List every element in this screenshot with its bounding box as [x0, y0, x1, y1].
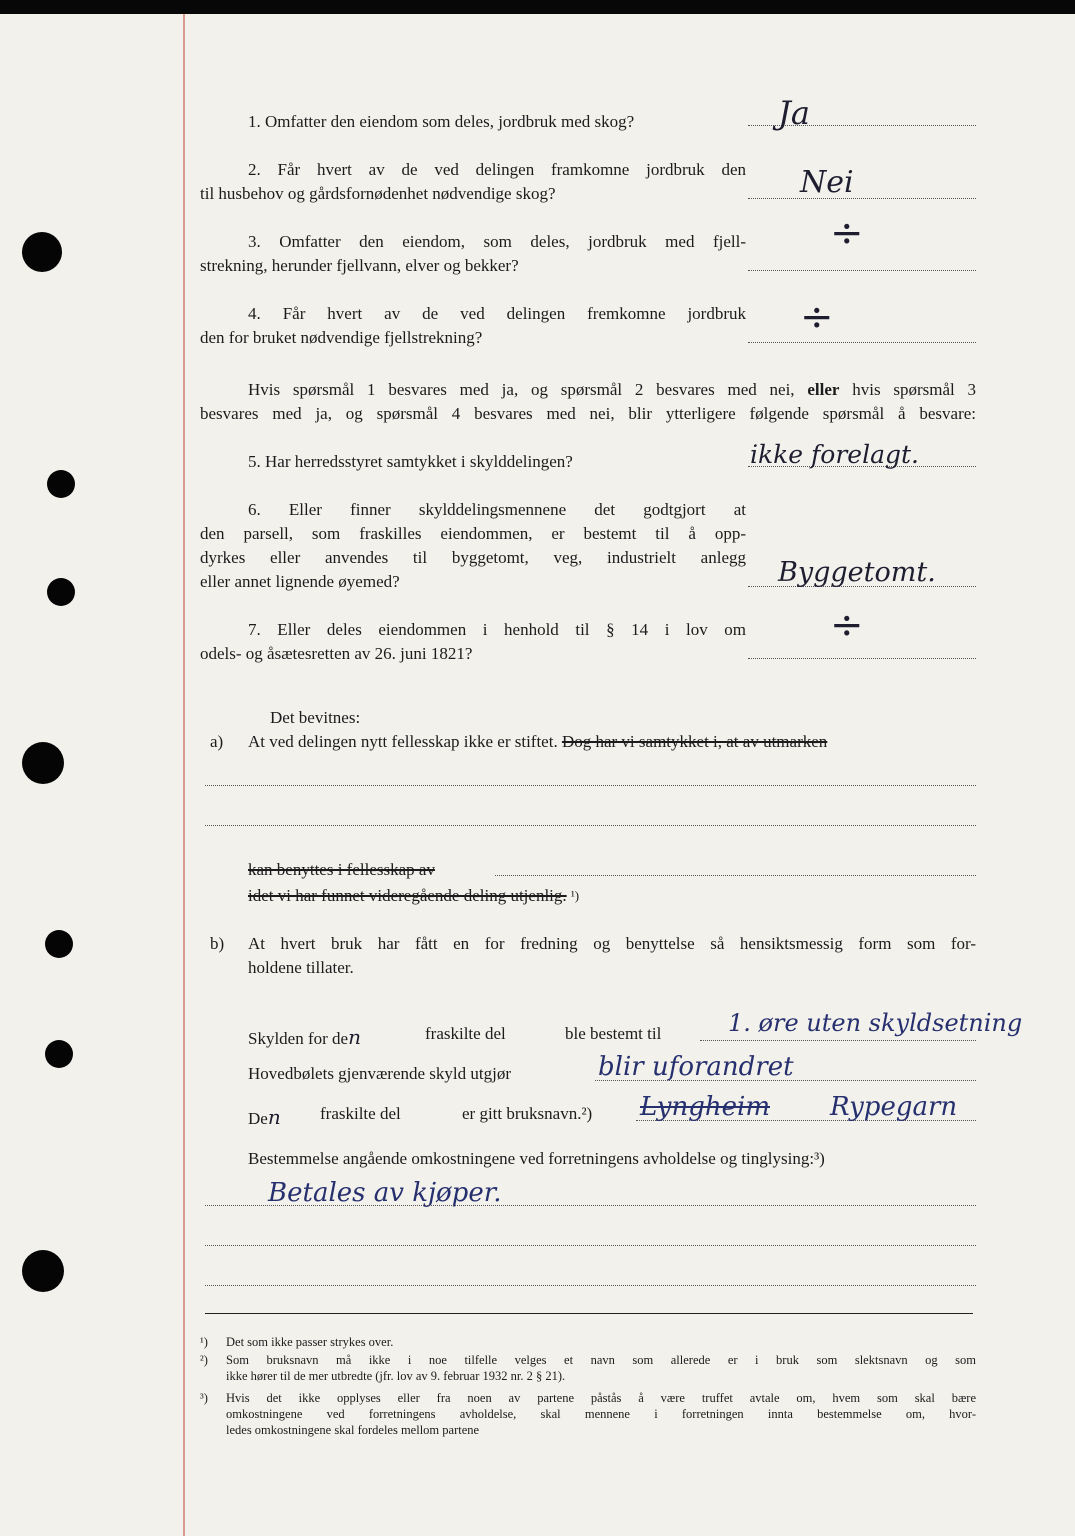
- question-1: 1. Omfatter den eiendom som deles, jordbruk med skog?: [248, 112, 635, 131]
- question-7-line2: odels- og åsætesretten av 26. juni 1821?: [200, 644, 473, 663]
- testimony-b-line1: At hvert bruk har fått en for fredning og benyttelse så hensiktsmessig form som for-: [248, 934, 976, 953]
- question-6-line1: 6. Eller finner skylddelingsmennene det godtgjort at: [248, 500, 746, 519]
- answer-5: ikke forelagt.: [750, 440, 919, 469]
- footnote-3-line1: Hvis det ikke opplyses eller fra noen av partene påstås å være truffet avtale om, hvem som skal bære: [226, 1391, 976, 1405]
- footnote-1-mark: ¹): [200, 1335, 208, 1349]
- footnote-2-line2: ikke hører til de mer utbredte (jfr. lov av 9. februar 1932 nr. 2 § 21).: [226, 1369, 566, 1383]
- punch-hole: [22, 742, 64, 784]
- condition-text-a: Hvis spørsmål 1 besvares med ja, og spørsmål 2 besvares med nei,: [248, 380, 795, 399]
- footnote-3-line3: ledes omkostningene skal fordeles mellom partene: [226, 1423, 480, 1437]
- blank-line: [495, 875, 976, 876]
- condition-bold: eller: [807, 380, 840, 399]
- bruk-label-b: fraskilte del: [320, 1104, 401, 1123]
- omkostning-value: Betales av kjøper.: [268, 1178, 502, 1208]
- testimony-b-label: b): [210, 934, 225, 953]
- punch-hole: [22, 232, 62, 272]
- question-2-line2: til husbehov og gårdsfornødenhet nødvendige skog?: [200, 184, 556, 203]
- bruk-value: Rypegarn: [830, 1092, 958, 1122]
- bruk-label-a: [248, 1102, 281, 1132]
- question-4-line1: 4. Får hvert av de ved delingen fremkomne jordbruk: [248, 304, 746, 323]
- condition-line2: besvares med ja, og spørsmål 4 besvares med nei, blir ytterligere følgende spørsmål å besvare:: [200, 404, 976, 423]
- blank-line: [205, 825, 976, 826]
- footnote-divider: [205, 1313, 973, 1314]
- skyld-label-text: Skylden for de: [248, 1029, 349, 1048]
- footnote-1: Det som ikke passer strykes over.: [226, 1335, 394, 1349]
- punch-hole: [45, 930, 73, 958]
- hovedbol-value: blir uforandret: [598, 1052, 794, 1082]
- bruk-label-text: De: [248, 1109, 268, 1128]
- testimony-a-label: a): [210, 732, 224, 751]
- question-7-line1: 7. Eller deles eiendommen i henhold til § 14 i lov om: [248, 620, 746, 639]
- blank-line: [205, 1285, 976, 1286]
- footnote-3-mark: ³): [200, 1391, 208, 1405]
- punch-hole: [22, 1250, 64, 1292]
- answer-4: ÷: [800, 294, 834, 340]
- question-6-line2: den parsell, som fraskilles eiendommen, er bestemt til å opp-: [200, 524, 746, 543]
- blank-line: [205, 1205, 976, 1206]
- answer-2: Nei: [800, 165, 854, 200]
- question-6-line4: eller annet lignende øyemed?: [200, 572, 400, 591]
- answer-line-4: [748, 342, 976, 343]
- condition-text-b: hvis spørsmål 3: [852, 380, 976, 399]
- question-3-line2: strekning, herunder fjellvann, elver og bekker?: [200, 256, 519, 275]
- punch-hole: [47, 470, 75, 498]
- question-2-line1: 2. Får hvert av de ved delingen framkomne jordbruk den: [248, 160, 746, 179]
- bruk-struck-value: Lyngheim: [640, 1092, 770, 1122]
- footnote-3-line2: omkostningene ved forretningens avholdelse, skal mennene i forretningen innta bestemmelse om, hvor-: [226, 1407, 976, 1421]
- footnote-2-line1: Som bruksnavn må ikke i noe tilfelle velges et navn som allerede er i bruk som slektsnavn og som: [226, 1353, 976, 1367]
- blank-line: [205, 1245, 976, 1246]
- answer-line-2: [748, 198, 976, 199]
- testimony-b-line2: holdene tillater.: [248, 958, 354, 977]
- testimony-a-text: At ved delingen nytt fellesskap ikke er stiftet.: [248, 732, 558, 751]
- red-margin-line: [183, 14, 185, 1536]
- question-6-line3: dyrkes eller anvendes til byggetomt, veg, industrielt anlegg: [200, 548, 746, 567]
- answer-1: Ja: [778, 94, 810, 132]
- skyld-label-c: ble bestemt til: [565, 1024, 662, 1043]
- punch-hole: [47, 578, 75, 606]
- testimony-a-struck: Dog har vi samtykket i, at av utmarken: [561, 732, 828, 751]
- footnote-ref-1: ¹): [570, 888, 580, 903]
- answer-line-7: [748, 658, 976, 659]
- answer-6: Byggetomt.: [778, 557, 936, 588]
- skyld-handwritten-n: n: [348, 1025, 361, 1049]
- skyld-label-a: [248, 1022, 361, 1052]
- skyld-label-b: fraskilte del: [425, 1024, 506, 1043]
- skyld-line: [700, 1040, 976, 1041]
- hovedbol-label: Hovedbølets gjenværende skyld utgjør: [248, 1064, 511, 1083]
- blank-line: [205, 785, 976, 786]
- question-5: 5. Har herredsstyret samtykket i skylddelingen?: [248, 452, 573, 471]
- skyld-value: 1. øre uten skyldsetning: [728, 1009, 1023, 1037]
- omkostning-label: Bestemmelse angående omkostningene ved forretningens avholdelse og tinglysing:³): [248, 1149, 825, 1168]
- question-3-line1: 3. Omfatter den eiendom, som deles, jordbruk med fjell-: [248, 232, 746, 251]
- punch-hole: [45, 1040, 73, 1068]
- answer-line-3: [748, 270, 976, 271]
- scan-top-edge: [0, 0, 1075, 14]
- condition-line1: [248, 378, 976, 402]
- struck-line-1: kan benyttes i fellesskap av: [248, 860, 435, 879]
- bruk-handwritten-n: n: [267, 1105, 281, 1129]
- question-4-line2: den for bruket nødvendige fjellstrekning?: [200, 328, 483, 347]
- testimony-intro: Det bevitnes:: [270, 708, 361, 727]
- testimony-a: [248, 730, 827, 754]
- struck-line-2: [248, 884, 579, 908]
- answer-3: ÷: [830, 210, 864, 256]
- answer-7: ÷: [830, 602, 864, 648]
- footnote-2-mark: ²): [200, 1353, 208, 1367]
- bruk-label-c: er gitt bruksnavn.²): [462, 1104, 593, 1123]
- struck-line-2-text: idet vi har funnet videregående deling utjenlig.: [248, 886, 567, 905]
